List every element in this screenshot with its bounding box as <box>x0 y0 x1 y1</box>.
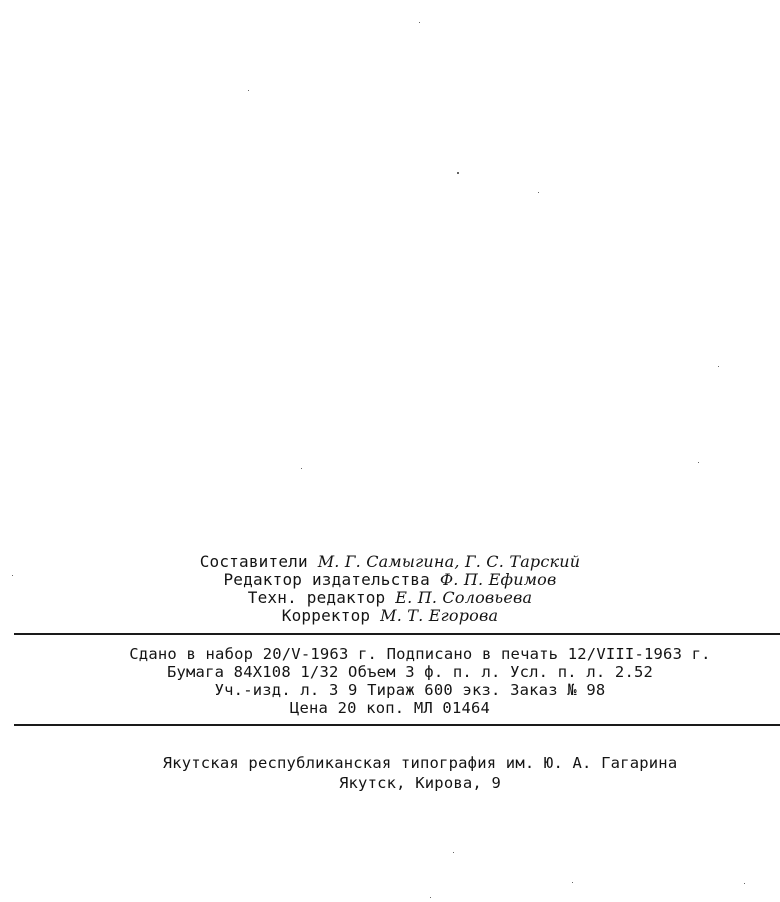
proofreader-line <box>0 607 780 625</box>
scan-speck <box>718 366 719 367</box>
printer-line-2: Якутск, Кирова, 9 <box>338 774 502 792</box>
imprint-line-4: Цена 20 коп. МЛ 01464 <box>289 699 491 717</box>
scan-speck <box>538 192 539 193</box>
scan-speck <box>430 897 431 898</box>
scan-speck <box>572 882 573 883</box>
scan-speck <box>419 22 420 23</box>
imprint-line-1: Сдано в набор 20/V-1963 г. Подписано в печать 12/VIII-1963 г. <box>129 645 711 663</box>
editor-name: Ф. П. Ефимов <box>439 570 557 589</box>
proofreader-label: Корректор <box>281 606 371 625</box>
compilers-label: Составители <box>199 552 308 571</box>
imprint-line-2: Бумага 84Х108 1/32 Объем 3 ф. п. л. Усл. п. л. 2.52 <box>166 663 654 681</box>
scan-speck <box>457 172 459 174</box>
compilers-line <box>0 553 780 571</box>
editor-label: Редактор издательства <box>223 570 430 589</box>
tech-editor-name: Е. П. Соловьева <box>395 588 533 607</box>
top-divider <box>14 633 780 635</box>
imprint-line-3: Уч.-изд. л. 3 9 Тираж 600 экз. Заказ № 98 <box>214 681 606 699</box>
editor-line <box>0 571 780 589</box>
tech-editor-line <box>0 589 780 607</box>
scan-speck <box>744 883 745 884</box>
compilers-names: М. Г. Самыгина, Г. С. Тарский <box>317 552 581 571</box>
scan-speck <box>248 90 249 91</box>
scan-speck <box>698 462 699 463</box>
scan-speck <box>453 852 454 853</box>
tech-editor-label: Техн. редактор <box>247 588 386 607</box>
printer-line-1: Якутская республиканская типография им. Ю. А. Гагарина <box>162 754 678 772</box>
bottom-divider <box>14 724 780 726</box>
proofreader-name: М. Т. Егорова <box>380 606 499 625</box>
scan-speck <box>301 468 302 469</box>
